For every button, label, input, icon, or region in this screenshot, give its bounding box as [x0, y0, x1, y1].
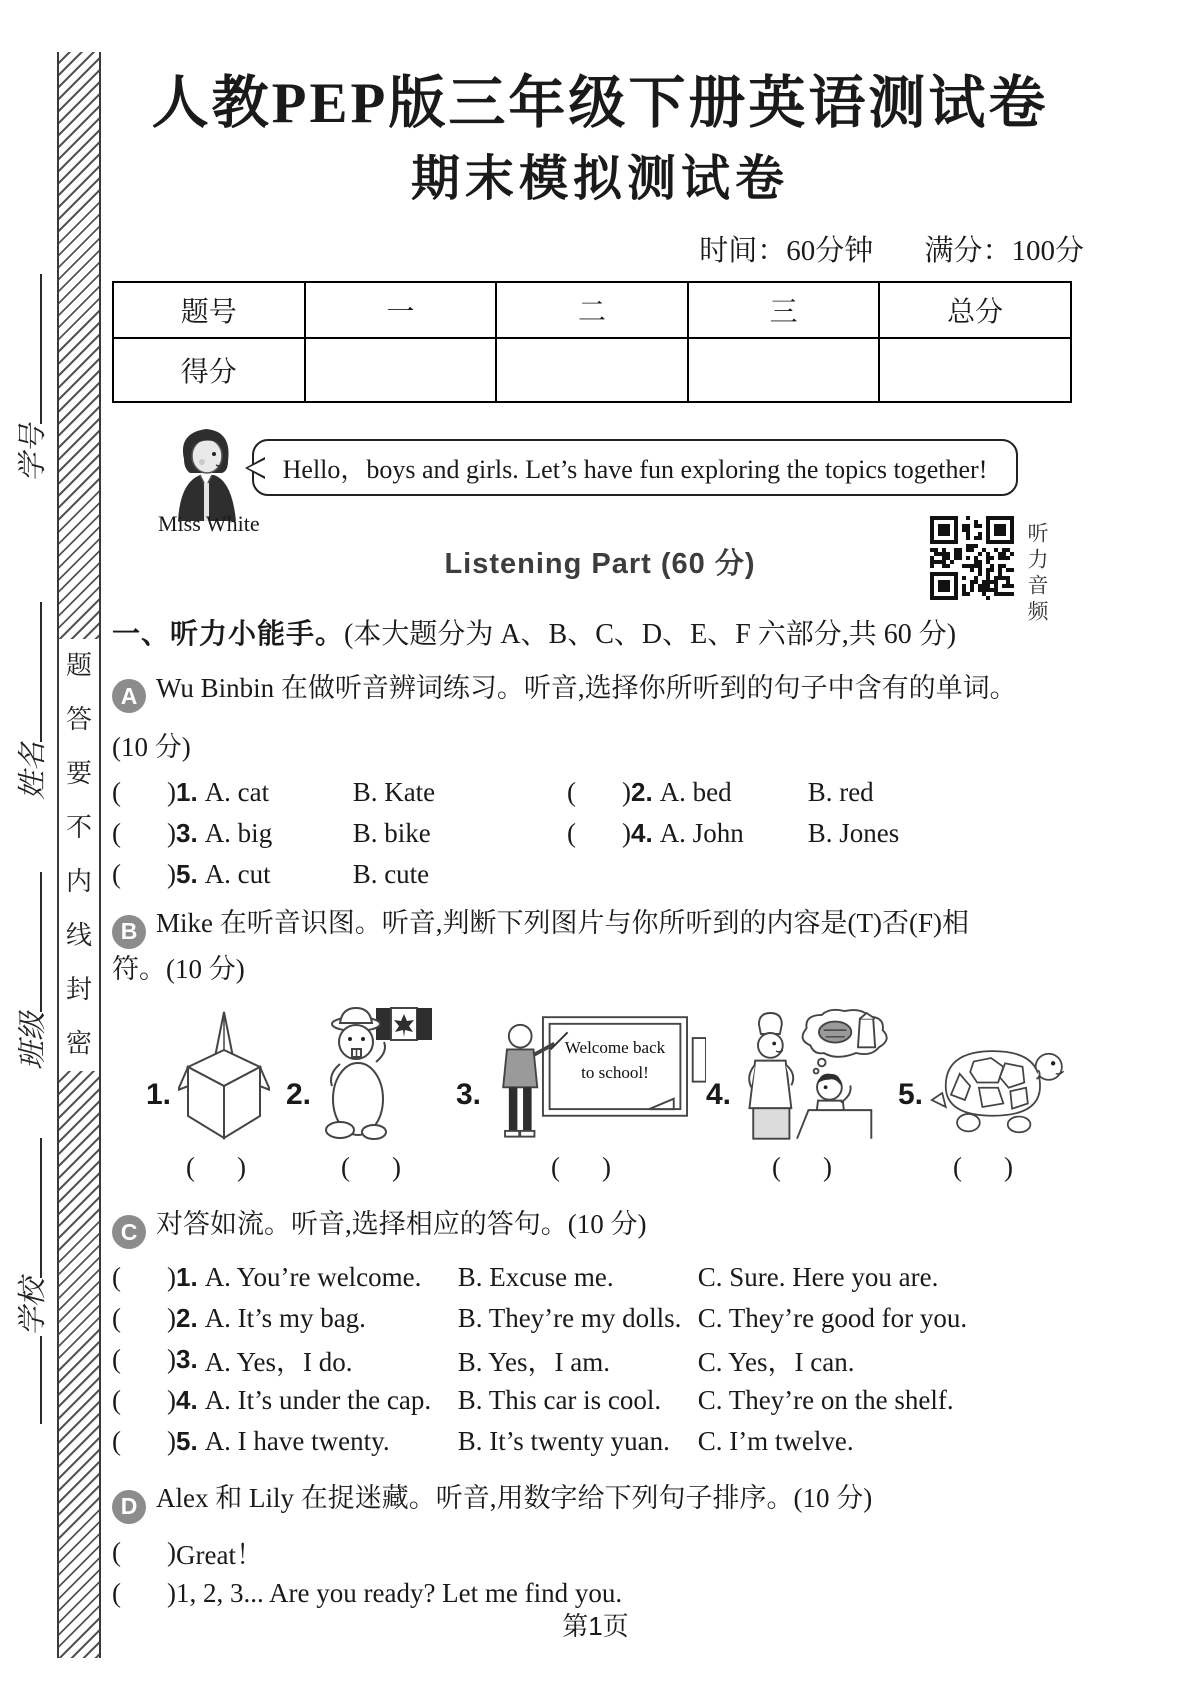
option-a: A. John: [659, 818, 744, 849]
school-blank[interactable]: [38, 1138, 42, 1278]
score-table-header: 二: [496, 282, 688, 338]
paper-subtitle: 期末模拟测试卷: [410, 150, 789, 206]
question-number: 3.: [176, 1344, 198, 1375]
seal-char: 不: [65, 813, 92, 842]
answer-blank[interactable]: ( ): [112, 1577, 176, 1608]
question-number: 4.: [176, 1385, 198, 1416]
question-c5: [112, 1421, 1088, 1462]
answer-blank[interactable]: ( ): [341, 1151, 401, 1182]
boy-thinking-food-icon: [738, 1004, 898, 1142]
picture-number: 5.: [898, 1077, 924, 1111]
answer-blank[interactable]: ( ): [112, 1344, 176, 1375]
answer-blank[interactable]: ( ): [112, 859, 176, 890]
partD-questions: [112, 1532, 1088, 1614]
answer-blank[interactable]: ( ): [112, 1262, 176, 1293]
score-cell[interactable]: [879, 338, 1071, 402]
score-cell[interactable]: [496, 338, 688, 402]
answer-blank[interactable]: ( ): [112, 1536, 176, 1567]
score-table-header: 三: [688, 282, 880, 338]
picture-4-chef-boy: [706, 1004, 898, 1142]
class-blank[interactable]: [38, 872, 42, 1012]
hatch-pattern-top: [59, 52, 99, 639]
option-c: C. They’re on the shelf.: [697, 1385, 954, 1416]
picture-5-turtle: [898, 1030, 1068, 1142]
option-b: B. Jones: [807, 818, 900, 849]
picture-number: 4.: [706, 1077, 732, 1111]
option-b: B. It’s twenty yuan.: [457, 1426, 670, 1457]
option-a: A. It’s my bag.: [204, 1303, 366, 1334]
seal-char: 内: [65, 867, 92, 896]
score-cell[interactable]: [688, 338, 880, 402]
score-table-header: 题号: [113, 282, 305, 338]
option-b: B. bike: [352, 818, 431, 849]
partC-intro: [112, 1202, 1088, 1250]
time-score-line: [112, 228, 1088, 269]
partB-instructions-line1: Mike 在听音识图。听音,判断下列图片与你所听到的内容是(T)否(F)相: [156, 908, 969, 939]
school-blank-lower[interactable]: [38, 1336, 42, 1424]
hatch-pattern-bottom: [59, 1071, 99, 1658]
score-table-header: 一: [305, 282, 497, 338]
answer-blank[interactable]: ( ): [112, 1426, 176, 1457]
teacher-blackboard-icon: [488, 1008, 706, 1142]
sentence-text: Great！: [176, 1539, 263, 1570]
option-b: B. Kate: [352, 777, 436, 808]
full-score: 满分：100分: [924, 234, 1084, 267]
option-a: A. Yes，I do.: [204, 1347, 353, 1378]
picture-number: 2.: [286, 1077, 312, 1111]
question-a4: [567, 818, 1022, 849]
option-c: C. I’m twelve.: [697, 1426, 854, 1457]
picture-1-box: [146, 1010, 286, 1142]
question-a1: [112, 777, 567, 808]
option-b: B. red: [807, 777, 874, 808]
name-label: 姓名: [17, 741, 49, 800]
school-field: [10, 1138, 51, 1424]
partB-answer-row: [146, 1152, 1088, 1188]
listening-part-heading: Listening Part (60 分): [444, 547, 756, 580]
score-table-header: 总分: [879, 282, 1071, 338]
score-row-label: 得分: [113, 338, 305, 402]
question-number: 1.: [176, 777, 198, 808]
page-number: 第1页: [562, 1611, 629, 1641]
class-field: [10, 872, 51, 1070]
section1-detail: (本大题分为 A、B、C、D、E、F 六部分,共 60 分): [344, 618, 957, 650]
question-number: 5.: [176, 1426, 198, 1457]
question-c2: [112, 1298, 1088, 1339]
question-number: 3.: [176, 818, 198, 849]
question-c1: [112, 1257, 1088, 1298]
partA-score: (10 分): [112, 732, 191, 763]
seal-char: 线: [65, 921, 92, 950]
student-id-label: 学号: [17, 423, 49, 482]
sign-text-line1: Welcome back: [564, 1038, 666, 1058]
section1-heading: [112, 612, 1088, 652]
time-limit: 时间：60分钟: [699, 234, 874, 267]
partC-instructions: 对答如流。听音,选择相应的答句。(10 分): [156, 1208, 647, 1239]
box-with-toys-icon: [178, 1010, 270, 1142]
question-number: 5.: [176, 859, 198, 890]
turtle-icon: [930, 1030, 1068, 1142]
score-cell[interactable]: [305, 338, 497, 402]
partB-intro: [112, 903, 1088, 990]
option-a: A. cat: [204, 777, 270, 808]
name-blank[interactable]: [38, 602, 42, 742]
picture-3-teacher-board: [456, 1008, 706, 1142]
question-number: 2.: [631, 777, 653, 808]
partA-instructions: Wu Binbin 在做听音辨词练习。听音,选择你所听到的句子中含有的单词。: [156, 672, 1017, 703]
teacher-intro: [112, 423, 1088, 536]
answer-blank[interactable]: ( ): [772, 1151, 832, 1182]
name-field: [10, 602, 51, 800]
question-a2: [567, 777, 1022, 808]
option-b: B. cute: [352, 859, 430, 890]
answer-blank[interactable]: ( ): [953, 1151, 1013, 1182]
seal-char: 答: [65, 705, 92, 734]
option-b: B. Excuse me.: [457, 1262, 614, 1293]
student-id-blank[interactable]: [38, 274, 42, 424]
seal-line-column: [57, 52, 101, 1658]
answer-blank[interactable]: ( ): [112, 818, 176, 849]
partC-badge: C: [112, 1215, 146, 1249]
option-b: B. Yes，I am.: [457, 1347, 610, 1378]
answer-blank[interactable]: ( ): [186, 1151, 246, 1182]
option-a: A. It’s under the cap.: [204, 1385, 432, 1416]
speech-bubble: Hello，boys and girls. Let’s have fun exploring the topics together!: [252, 439, 1018, 496]
partB-pictures: [146, 1000, 1088, 1142]
sentence-text: 1, 2, 3... Are you ready? Let me find you.: [176, 1577, 623, 1608]
seal-char: 密: [65, 1029, 92, 1058]
option-c: C. Yes，I can.: [697, 1347, 855, 1378]
partC-questions: [112, 1257, 1088, 1462]
partA-questions: [112, 772, 1088, 895]
answer-blank[interactable]: ( ): [551, 1151, 611, 1182]
section1-title: 一、听力小能手。: [112, 618, 345, 650]
student-id-field: [10, 274, 51, 482]
qr-caption: 听力音频: [1025, 522, 1049, 626]
sign-text-line2: to school!: [581, 1062, 649, 1082]
answer-blank[interactable]: ( ): [112, 1385, 176, 1416]
question-a5: [112, 859, 567, 890]
option-a: A. You’re welcome.: [204, 1262, 422, 1293]
sentence-d1: [112, 1532, 1088, 1573]
answer-blank[interactable]: ( ): [567, 818, 631, 849]
class-label: 班级: [17, 1011, 49, 1070]
school-label: 学校: [17, 1277, 49, 1336]
question-number: 1.: [176, 1262, 198, 1293]
option-b: B. They’re my dolls.: [457, 1303, 682, 1334]
partB-instructions-line2: 符。(10 分): [112, 953, 245, 984]
option-a: A. I have twenty.: [204, 1426, 390, 1457]
picture-number: 3.: [456, 1077, 482, 1111]
partD-intro: [112, 1476, 1088, 1524]
seal-char: 题: [65, 651, 92, 680]
answer-blank[interactable]: ( ): [112, 777, 176, 808]
answer-blank[interactable]: ( ): [112, 1303, 176, 1334]
question-c3: [112, 1339, 1088, 1380]
seal-char: 封: [65, 975, 92, 1004]
picture-2-beaver-flag: [286, 1004, 456, 1142]
question-a3: [112, 818, 567, 849]
option-a: A. big: [204, 818, 273, 849]
option-b: B. This car is cool.: [457, 1385, 662, 1416]
partB-badge: B: [112, 915, 146, 949]
seal-char: 要: [65, 759, 92, 788]
option-a: A. bed: [659, 777, 732, 808]
partD-badge: D: [112, 1490, 146, 1524]
score-table: [112, 281, 1072, 403]
partD-instructions: Alex 和 Lily 在捉迷藏。听音,用数字给下列句子排序。(10 分): [156, 1483, 873, 1514]
beaver-canada-flag-icon: [318, 1004, 446, 1142]
question-c4: [112, 1380, 1088, 1421]
question-number: 2.: [176, 1303, 198, 1334]
question-number: 4.: [631, 818, 653, 849]
option-c: C. They’re good for you.: [697, 1303, 968, 1334]
option-a: A. cut: [204, 859, 271, 890]
option-c: C. Sure. Here you are.: [697, 1262, 939, 1293]
listening-audio-qr-code: [930, 516, 1014, 600]
teacher-name: Miss White: [158, 510, 260, 536]
picture-number: 1.: [146, 1077, 172, 1111]
paper-title: 人教PEP版三年级下册英语测试卷: [151, 72, 1049, 135]
partA-badge: A: [112, 679, 146, 713]
answer-blank[interactable]: ( ): [567, 777, 631, 808]
partA-intro: [112, 666, 1088, 714]
